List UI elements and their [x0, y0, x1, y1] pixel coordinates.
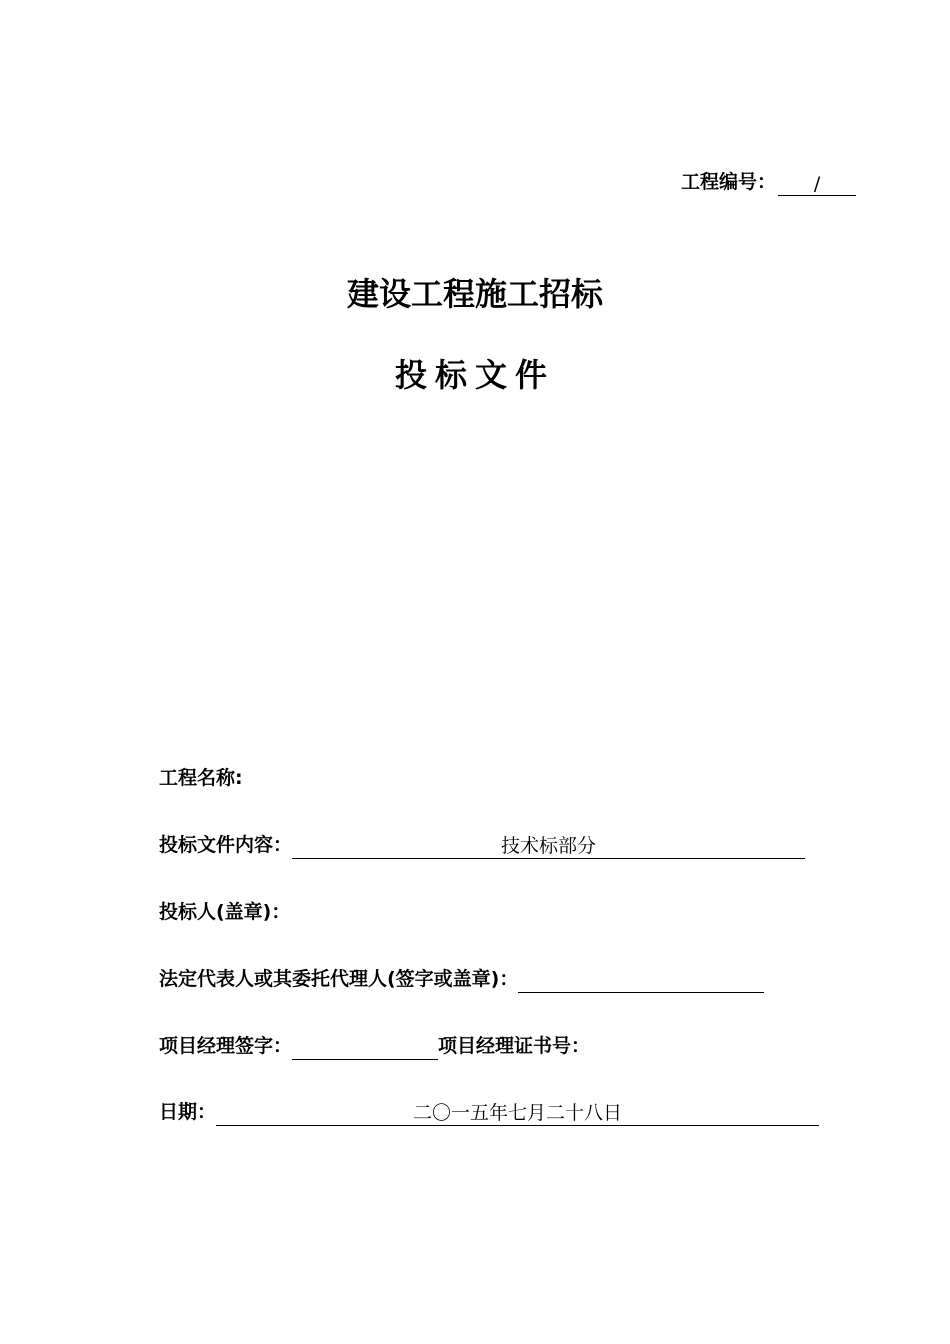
project-manager-field: [159, 1032, 590, 1060]
date-label: 日期：: [159, 1101, 217, 1123]
content-line: [292, 834, 805, 859]
bidder-field: [159, 898, 290, 926]
project-number-value: /: [778, 173, 856, 196]
content-value: 技术标部分: [501, 835, 597, 857]
pm-sign-label: 项目经理签字：: [159, 1035, 293, 1057]
project-name-field: [159, 764, 243, 792]
date-value: 二〇一五年七月二十八日: [413, 1102, 623, 1124]
date-line: [216, 1101, 819, 1126]
document-subtitle: 投标文件: [394, 356, 555, 394]
legal-representative-label: 法定代表人或其委托代理人(签字或盖章)：: [159, 968, 519, 990]
bidder-label: 投标人(盖章)：: [159, 901, 291, 923]
project-number-label: 工程编号：: [681, 171, 777, 193]
content-label: 投标文件内容：: [159, 834, 293, 856]
pm-sign-line: [292, 1035, 438, 1060]
legal-representative-field: [159, 965, 764, 993]
project-name-label: 工程名称:: [159, 767, 243, 789]
date-field: [159, 1098, 819, 1126]
content-field: [159, 831, 805, 859]
pm-cert-label: 项目经理证书号：: [438, 1035, 591, 1057]
project-number: [681, 168, 856, 196]
legal-representative-line: [518, 968, 764, 993]
document-title: 建设工程施工招标: [346, 275, 603, 313]
